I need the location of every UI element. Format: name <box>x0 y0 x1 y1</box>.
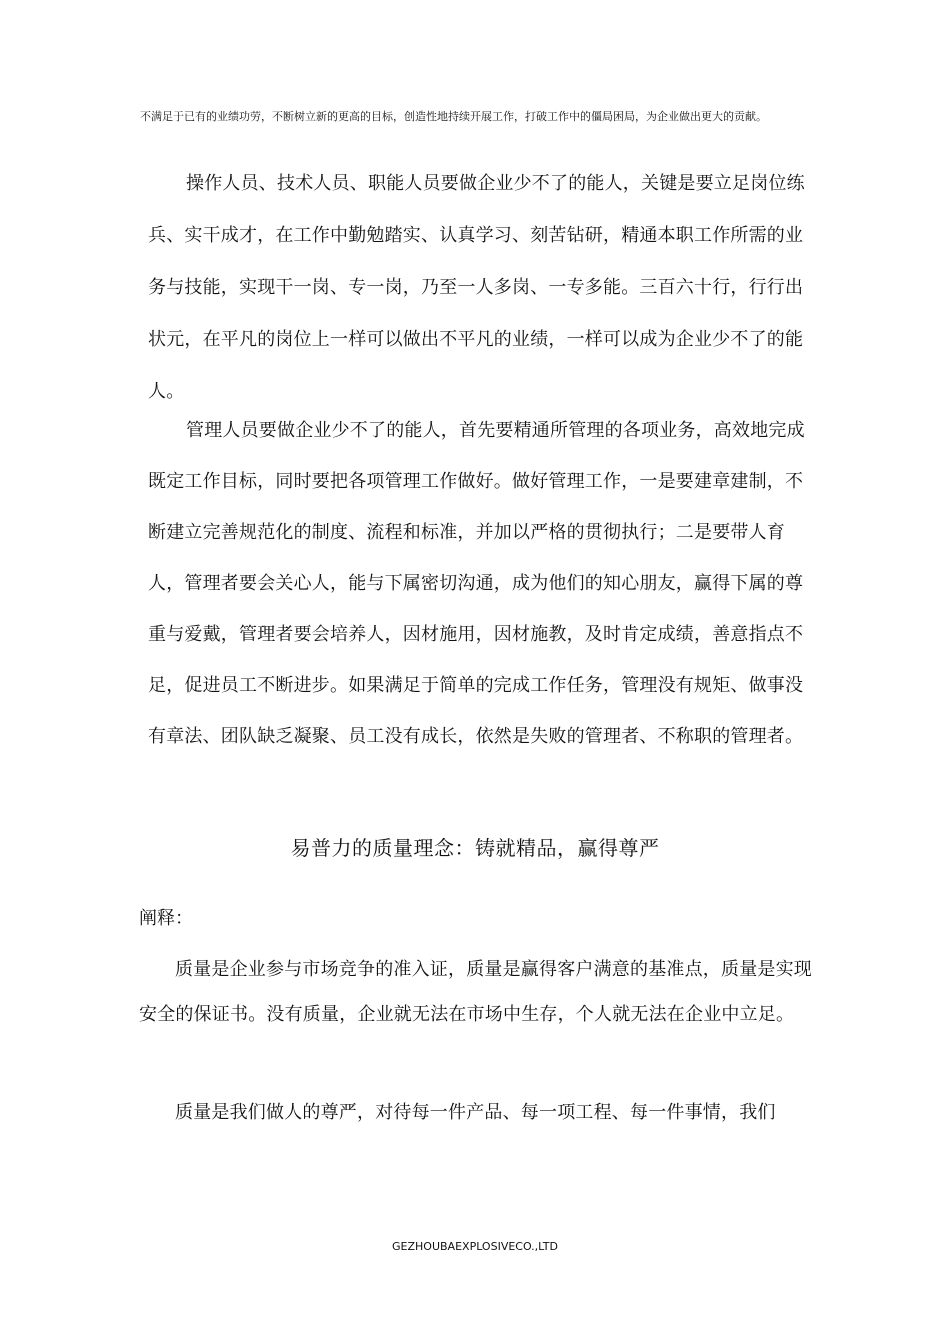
paragraph-managers: 管理人员要做企业少不了的能人，首先要精通所管理的各项业务，高效地完成既定工作目标，同时要把各项管理工作做好。做好管理工作，一是要建章建制，不断建立完善规范化的制度、流程和标准，并加以严格的贯彻执行；二是要带人育人，管理者要会关心人，能与下属密切沟通，成为他们的知心朋友，赢得下属的尊重与爱戴，管理者要会培养人，因材施用，因材施教，及时肯定成绩，善意指点不足，促进员工不断进步。如果满足于简单的完成工作任务，管理没有规矩、做事没有章法、团队缺乏凝聚、员工没有成长，依然是失败的管理者、不称职的管理者。 <box>148 420 805 747</box>
page-footer: GEZHOUBAEXPLOSIVECO.,LTD <box>392 1240 558 1253</box>
section-title: 易普力的质量理念：铸就精品，赢得尊严 <box>290 836 660 860</box>
paragraph-quality-1: 质量是企业参与市场竞争的准入证，质量是赢得客户满意的基准点，质量是实现安全的保证书。没有质量，企业就无法在市场中生存，个人就无法在企业中立足。 <box>139 959 812 1025</box>
paragraph-operators: 操作人员、技术人员、职能人员要做企业少不了的能人，关键是要立足岗位练兵、实干成才，在工作中勤勉踏实、认真学习、刻苦钻研，精通本职工作所需的业务与技能，实现干一岗、专一岗，乃至一人多岗、一专多能。三百六十行，行行出状元，在平凡的岗位上一样可以做出不平凡的业绩，一样可以成为企业少不了的能人。 <box>148 173 805 402</box>
paragraph-quality-2: 质量是我们做人的尊严，对待每一件产品、每一项工程、每一件事情，我们 <box>175 1102 776 1123</box>
top-note-text: 不满足于已有的业绩功劳，不断树立新的更高的目标，创造性地持续开展工作，打破工作中的僵局困局，为企业做出更大的贡献。 <box>140 110 767 123</box>
section-label: 阐释： <box>139 908 193 929</box>
